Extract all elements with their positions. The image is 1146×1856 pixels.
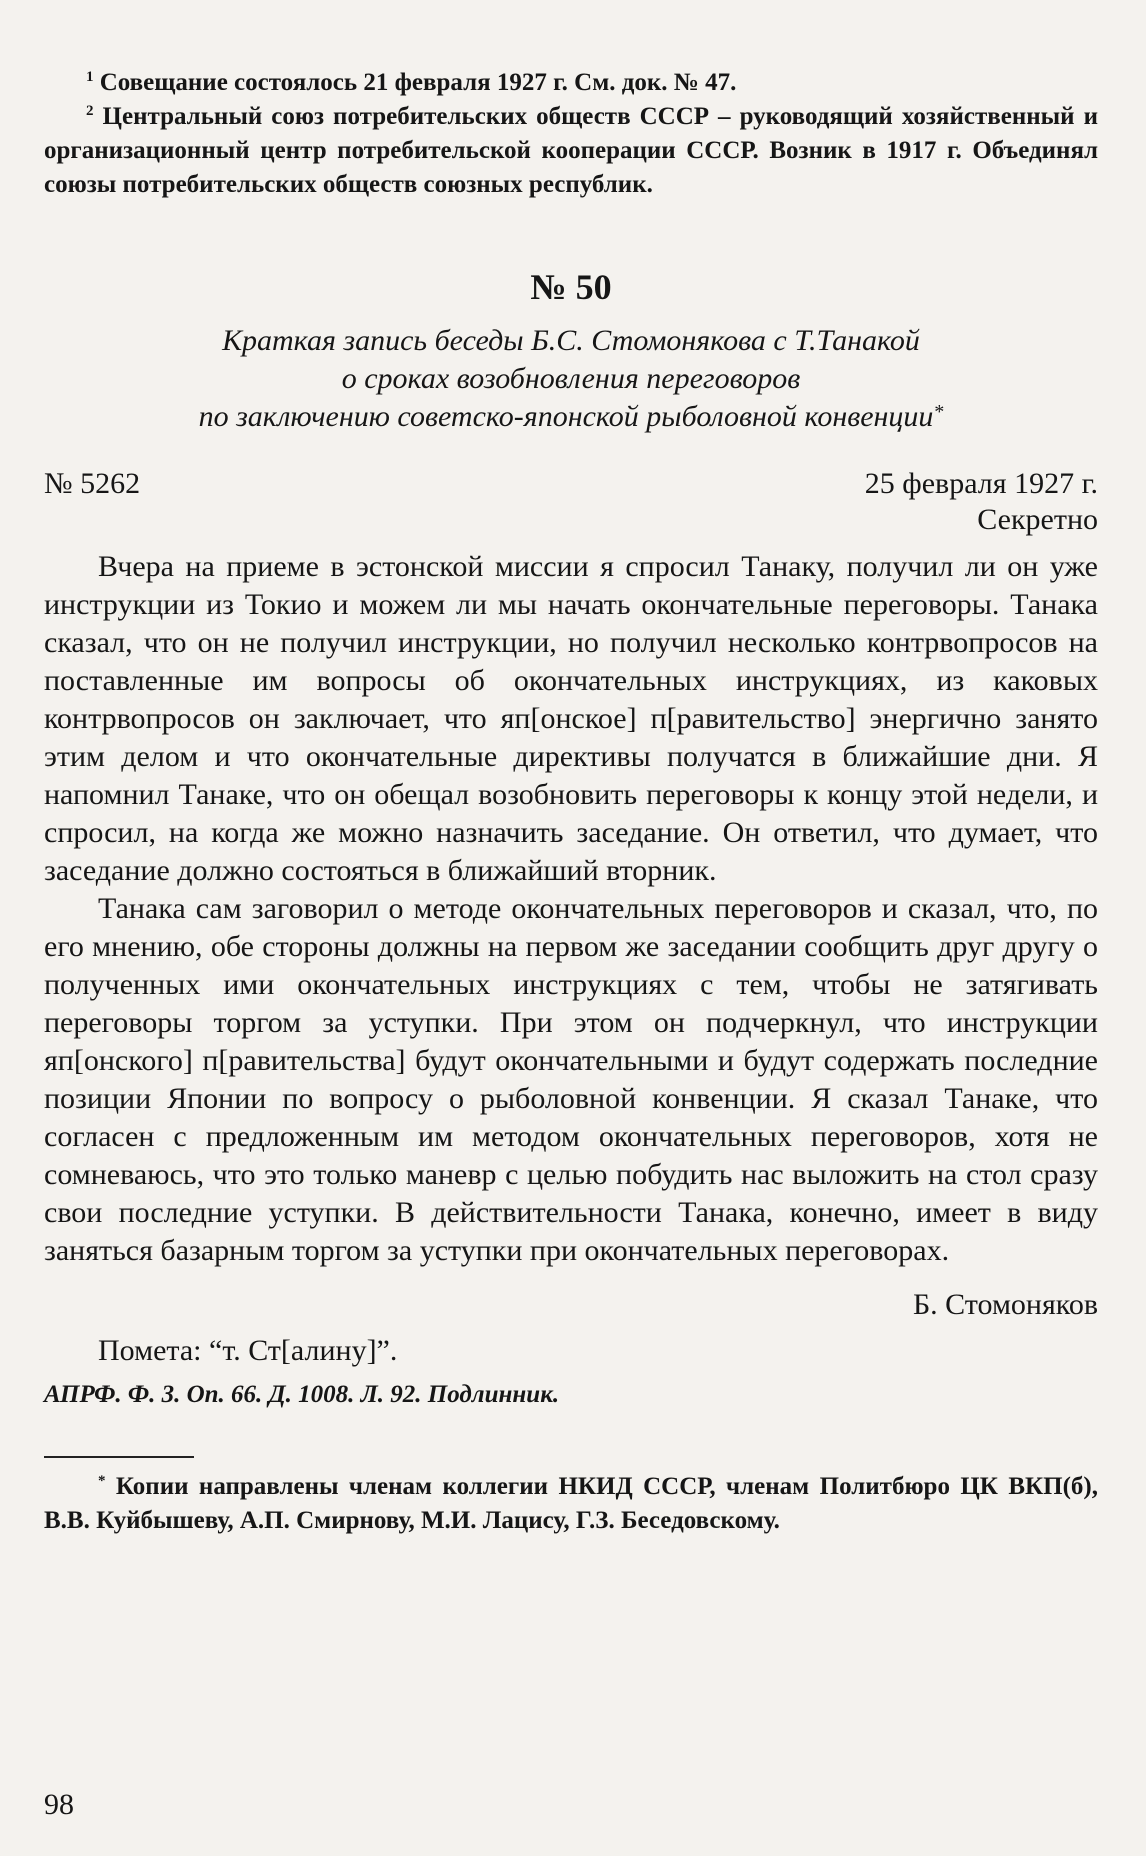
page-content xyxy=(44,66,1098,1538)
bottom-footnote-marker: * xyxy=(98,1473,106,1489)
bottom-footnote xyxy=(44,1470,1098,1538)
title-line-2: о сроках возобновления переговоров xyxy=(341,362,801,395)
title-footnote-marker: * xyxy=(933,401,944,423)
title-line-3 xyxy=(44,398,1098,436)
signature: Б. Стомоняков xyxy=(912,1288,1098,1321)
footnote-1-text: Совещание состоялось 21 февраля 1927 г. См. док. № 47. xyxy=(99,69,737,96)
document-title xyxy=(44,322,1098,436)
annotation-note: Помета: “т. Ст[алину]”. xyxy=(98,1334,398,1367)
registration-number: № 5262 xyxy=(44,467,141,500)
title-line-3-text: по заключению советско-японской рыболовной конвенции xyxy=(198,400,934,433)
document-meta xyxy=(44,466,1098,502)
footnote-1 xyxy=(44,66,1098,100)
document-date: 25 февраля 1927 г. xyxy=(864,467,1098,500)
footnote-2-number: 2 xyxy=(86,103,94,119)
title-line-1: Краткая запись беседы Б.С. Стомонякова с Т.Танакой xyxy=(222,324,920,357)
document-body xyxy=(44,548,1098,1270)
body-paragraph-1: Вчера на приеме в эстонской миссии я спросил Танаку, получил ли он уже инструкции из Токио и можем ли мы начать окончательные переговоры. Танака сказал, что он не получил инструкции, но получил несколько контрвопросов на поставленные им вопросы об окончательных инструкциях, из каковых контрвопросов он заключает, что яп[онское] п[равительство] энергично занято этим делом и что окончательные директивы получатся в ближайшие дни. Я напомнил Танаке, что он обещал возобновить переговоры к концу этой недели, и спросил, на когда же можно назначить заседание. Он ответил, что думает, что заседание должно состояться в ближайший вторник. xyxy=(44,550,1098,887)
body-paragraph-2: Танака сам заговорил о методе окончательных переговоров и сказал, что, по его мнению, обе стороны должны на первом же заседании сообщить друг другу о полученных ими окончательных инструкциях с тем, чтобы не затягивать переговоры торгом за уступки. При этом он подчеркнул, что инструкции яп[онского] п[равительства] будут окончательными и будут содержать последние позиции Японии по вопросу о рыболовной конвенции. Я сказал Танаке, что согласен с предложенным им методом окончательных переговоров, хотя не сомневаюсь, что это только маневр с целью побудить нас выложить на стол сразу свои последние уступки. В действительности Танака, конечно, имеет в виду заняться базарным торгом за уступки при окончательных переговорах. xyxy=(44,892,1098,1267)
page-number: 98 xyxy=(44,1788,74,1821)
top-footnotes xyxy=(44,66,1098,202)
footnote-1-number: 1 xyxy=(86,69,94,85)
archive-reference: АПРФ. Ф. 3. Оп. 66. Д. 1008. Л. 92. Подлинник. xyxy=(44,1381,560,1408)
document-number: № 50 xyxy=(530,267,612,307)
footnote-2 xyxy=(44,100,1098,202)
footnote-divider xyxy=(44,1456,194,1458)
footnote-2-text: Центральный союз потребительских обществ СССР – руководящий хозяйственный и организационный центр потребительской кооперации СССР. Возник в 1917 г. Объединял союзы потребительских обществ союзных республик. xyxy=(44,103,1098,198)
bottom-footnote-text: Копии направлены членам коллегии НКИД СССР, членам Политбюро ЦК ВКП(б), В.В. Куйбышеву, А.П. Смирнову, М.И. Лацису, Г.З. Беседовскому. xyxy=(44,1473,1098,1534)
classification-label: Секретно xyxy=(977,503,1098,536)
